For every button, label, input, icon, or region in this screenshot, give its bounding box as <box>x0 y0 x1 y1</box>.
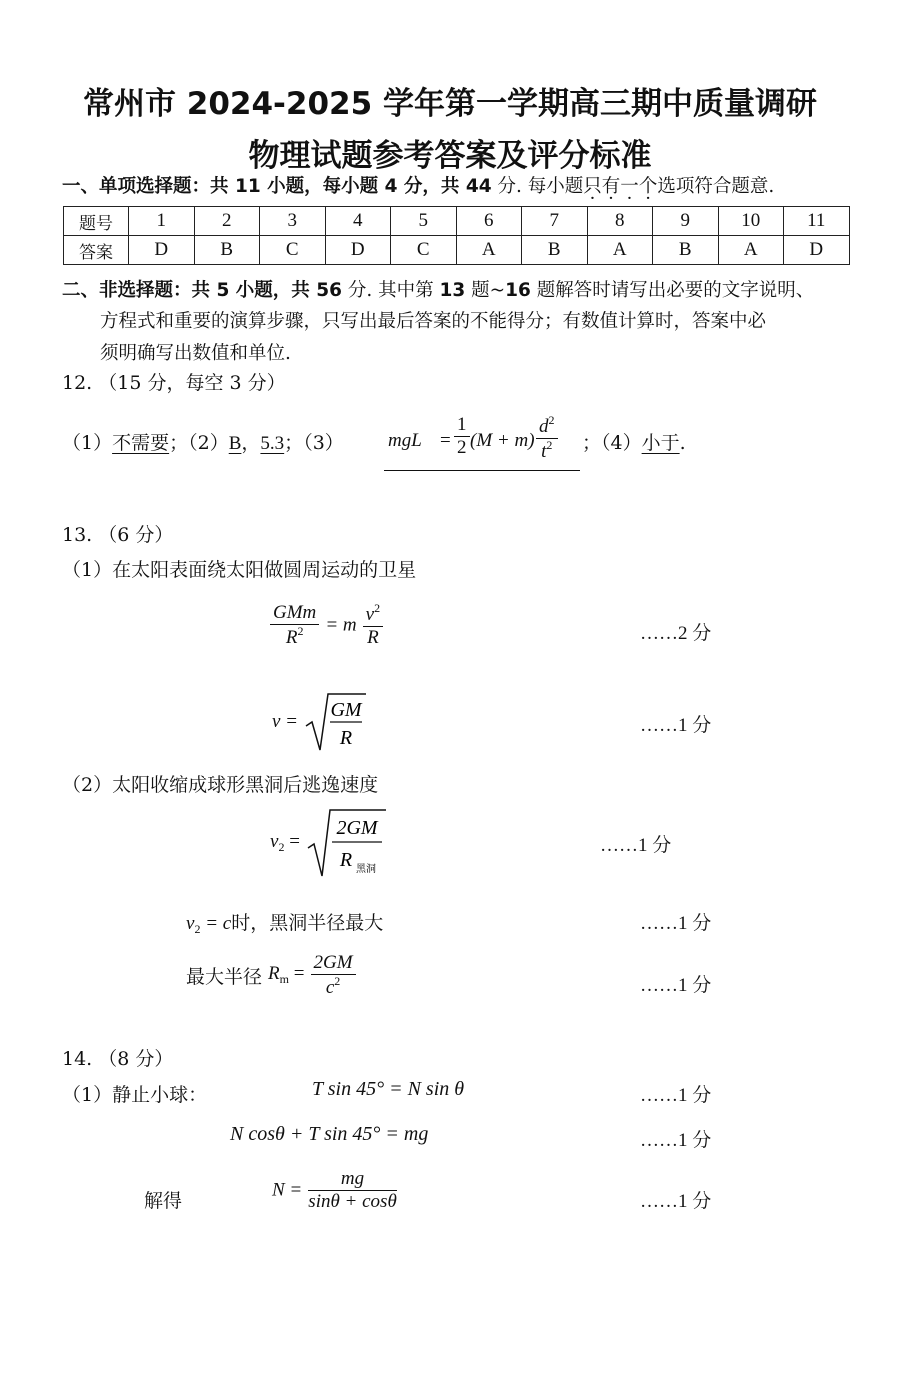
q13-eq5-score: ……1 分 <box>640 975 712 996</box>
q13-eq5-num: 2GM <box>311 952 356 975</box>
q12-part3-formula <box>384 414 580 471</box>
q13-eq3-num: 2GM <box>336 817 378 839</box>
q12-ratio-d: d <box>539 416 549 437</box>
q12-ratio-t-exp: 2 <box>546 437 553 452</box>
q13-eq5-r: R <box>268 963 280 985</box>
q12-answers <box>62 428 344 455</box>
q12-part4-answer: 小于 <box>641 432 680 454</box>
sqrt-icon <box>304 692 366 752</box>
q12-part1-answer: 不需要 <box>112 432 170 454</box>
q12-part1-label: （1） <box>62 432 113 454</box>
q14-eq3-den: sinθ + cosθ <box>308 1190 397 1212</box>
section2-line2: 方程式和重要的演算步骤，只写出最后答案的不能得分；有数值计算时，答案中必 <box>100 311 767 332</box>
q13-eq1-score: ……2 分 <box>640 623 712 644</box>
q12-formula-mass: (M + m) <box>470 430 535 451</box>
q13-eq3-den: R <box>339 849 353 871</box>
q13-heading: 13. （6 分） <box>62 524 174 546</box>
answer-cell: B <box>194 236 260 265</box>
section2-text-e: 题解答时请写出必要的文字说明、 <box>530 280 815 301</box>
section2-line3: 须明确写出数值和单位. <box>100 343 291 364</box>
q12-ratio-d-exp: 2 <box>548 413 555 427</box>
question-number: 9 <box>653 207 719 236</box>
page-title: 常州市 2024-2025 学年第一学期高三期中质量调研 <box>82 86 817 122</box>
answer-cell: A <box>456 236 522 265</box>
q14-eq1-score: ……1 分 <box>640 1085 712 1106</box>
question-number: 7 <box>522 207 588 236</box>
q13-eq5-r-sub: m <box>279 972 289 987</box>
q13-eq4-v: v <box>186 913 195 934</box>
q13-eq2-num: GM <box>330 699 362 721</box>
section1-text-e: 选项符合题意. <box>657 176 775 197</box>
answer-table-row-numbers <box>64 207 850 236</box>
section2-text-d: 题~ <box>465 280 506 301</box>
answer-cell: D <box>129 236 195 265</box>
question-number: 4 <box>325 207 391 236</box>
question-number: 3 <box>260 207 326 236</box>
row-label-answer: 答案 <box>64 236 129 265</box>
q14-eq1: T sin 45° = N sin θ <box>312 1078 465 1100</box>
question-number: 6 <box>456 207 522 236</box>
q14-eq2: N cosθ + T sin 45° = mg <box>230 1123 429 1145</box>
q12-part3-label: （3） <box>303 432 344 454</box>
section2-text-a: 二、非选择题：共 <box>62 280 217 301</box>
section2-n-questions: 5 <box>216 280 230 301</box>
q14-solve-label: 解得 <box>144 1190 183 1212</box>
question-number: 11 <box>784 207 850 236</box>
q12-part2-label: （2） <box>188 432 229 454</box>
q13-eq1-den-exp: 2 <box>297 623 304 638</box>
q14-eq2-score: ……1 分 <box>640 1130 712 1151</box>
answer-cell: A <box>587 236 653 265</box>
answer-table-row-answers <box>64 236 850 265</box>
q13-eq4-score: ……1 分 <box>640 913 712 934</box>
section1-points-each: 4 <box>384 176 398 197</box>
question-number: 8 <box>587 207 653 236</box>
q12-formula-lhs: mgL <box>388 430 422 451</box>
q12-part3-sep: ； <box>582 432 602 454</box>
q14-part1-label: （1）静止小球： <box>62 1084 208 1106</box>
section2-line1 <box>62 276 814 302</box>
q12-part1-sep: ； <box>169 432 189 454</box>
answer-cell: C <box>391 236 457 265</box>
emphasis-char: 一 <box>620 176 639 197</box>
section1-text-a: 一、单项选择题：共 <box>62 176 235 197</box>
section2-text-c: 分. 其中第 <box>341 280 440 301</box>
section2-range-end: 16 <box>505 280 531 301</box>
q14-heading: 14. （8 分） <box>62 1048 174 1070</box>
section1-n-questions: 11 <box>234 176 261 197</box>
q13-eq2-score: ……1 分 <box>640 715 712 736</box>
emphasis-char: 有 <box>601 176 621 197</box>
answer-cell: C <box>260 236 326 265</box>
q13-eq2-den: R <box>339 727 353 749</box>
section2-text-b: 小题，共 <box>229 280 317 301</box>
q13-eq1-mid: = m <box>325 614 357 636</box>
question-number: 2 <box>194 207 260 236</box>
q12-heading: 12. （15 分，每空 3 分） <box>62 372 286 394</box>
q13-eq3-den-sub: 黑洞 <box>355 864 376 875</box>
q14-eq3-score: ……1 分 <box>640 1191 712 1212</box>
q13-part2-text: （2）太阳收缩成球形黑洞后逃逸速度 <box>62 774 379 796</box>
q12-formula-half <box>454 414 470 459</box>
page-subtitle: 物理试题参考答案及评分标准 <box>248 138 652 174</box>
q12-ratio-t: t <box>541 440 547 462</box>
q12-part4-label: （4） <box>601 432 642 454</box>
q13-eq4 <box>186 908 383 937</box>
q12-half-num: 1 <box>454 414 470 437</box>
section1-emphasis <box>583 176 657 197</box>
q13-eq1 <box>270 602 383 649</box>
q12-formula-ratio <box>536 414 558 463</box>
question-number: 5 <box>391 207 457 236</box>
q13-eq3-eq: = <box>289 831 300 852</box>
q14-eq3-lhs: N = <box>272 1179 303 1201</box>
question-number: 1 <box>129 207 195 236</box>
q12-part4-end: . <box>679 432 686 454</box>
q13-eq5-eq: = <box>293 963 305 985</box>
q12-part4 <box>582 428 686 455</box>
q13-eq1-rnum-exp: 2 <box>374 601 381 615</box>
emphasis-char: 只 <box>583 176 602 197</box>
q13-eq2-lhs: v = <box>272 711 299 732</box>
q13-eq1-rden: R <box>367 626 379 648</box>
section2-total: 56 <box>316 280 342 301</box>
row-label-number: 题号 <box>64 207 129 236</box>
q12-formula-eq: = <box>440 430 451 451</box>
answer-cell: A <box>718 236 784 265</box>
section1-text-c: 分，共 <box>397 176 466 197</box>
q12-part2-comma: ， <box>241 432 261 454</box>
q12-part2-answer-a: B <box>228 433 242 454</box>
q13-eq5-den-exp: 2 <box>334 973 341 988</box>
q14-eq3-num: mg <box>308 1168 397 1191</box>
q13-eq3-v: v <box>270 831 279 852</box>
q12-part2-sep: ； <box>284 432 304 454</box>
q13-eq1-den: R <box>285 626 298 648</box>
section1-text-b: 小题，每小题 <box>260 176 385 197</box>
sqrt-icon <box>306 808 386 878</box>
q13-eq4-v-sub: 2 <box>194 922 201 936</box>
q13-eq3-score: ……1 分 <box>600 835 672 856</box>
answer-cell: D <box>784 236 850 265</box>
section1-text-d: 分. 每小题 <box>491 176 584 197</box>
q13-eq4-text: 时，黑洞半径最大 <box>231 912 384 934</box>
section2-range-start: 13 <box>439 280 466 301</box>
section1-instructions <box>62 172 774 198</box>
q13-eq3-v-sub: 2 <box>278 840 285 854</box>
section1-total: 44 <box>465 176 492 197</box>
q13-eq5 <box>186 952 356 999</box>
emphasis-char: 个 <box>638 176 658 197</box>
answer-cell: D <box>325 236 391 265</box>
q14-eq3 <box>272 1168 397 1213</box>
answer-cell: B <box>653 236 719 265</box>
answer-cell: B <box>522 236 588 265</box>
q13-eq5-den: c <box>325 976 335 998</box>
q13-eq5-text: 最大半径 <box>186 965 269 988</box>
q13-eq1-num: GMm <box>270 602 319 625</box>
q13-eq4-mid: = c <box>200 913 232 934</box>
answer-table <box>63 206 850 265</box>
q13-eq2 <box>272 692 366 752</box>
q12-half-den: 2 <box>457 436 467 458</box>
question-number: 10 <box>718 207 784 236</box>
q13-eq3 <box>270 808 386 878</box>
q13-part1-text: （1）在太阳表面绕太阳做圆周运动的卫星 <box>62 559 417 581</box>
q13-eq1-rnum: v <box>365 604 375 625</box>
q12-part2-answer-b: 5.3 <box>260 433 285 454</box>
